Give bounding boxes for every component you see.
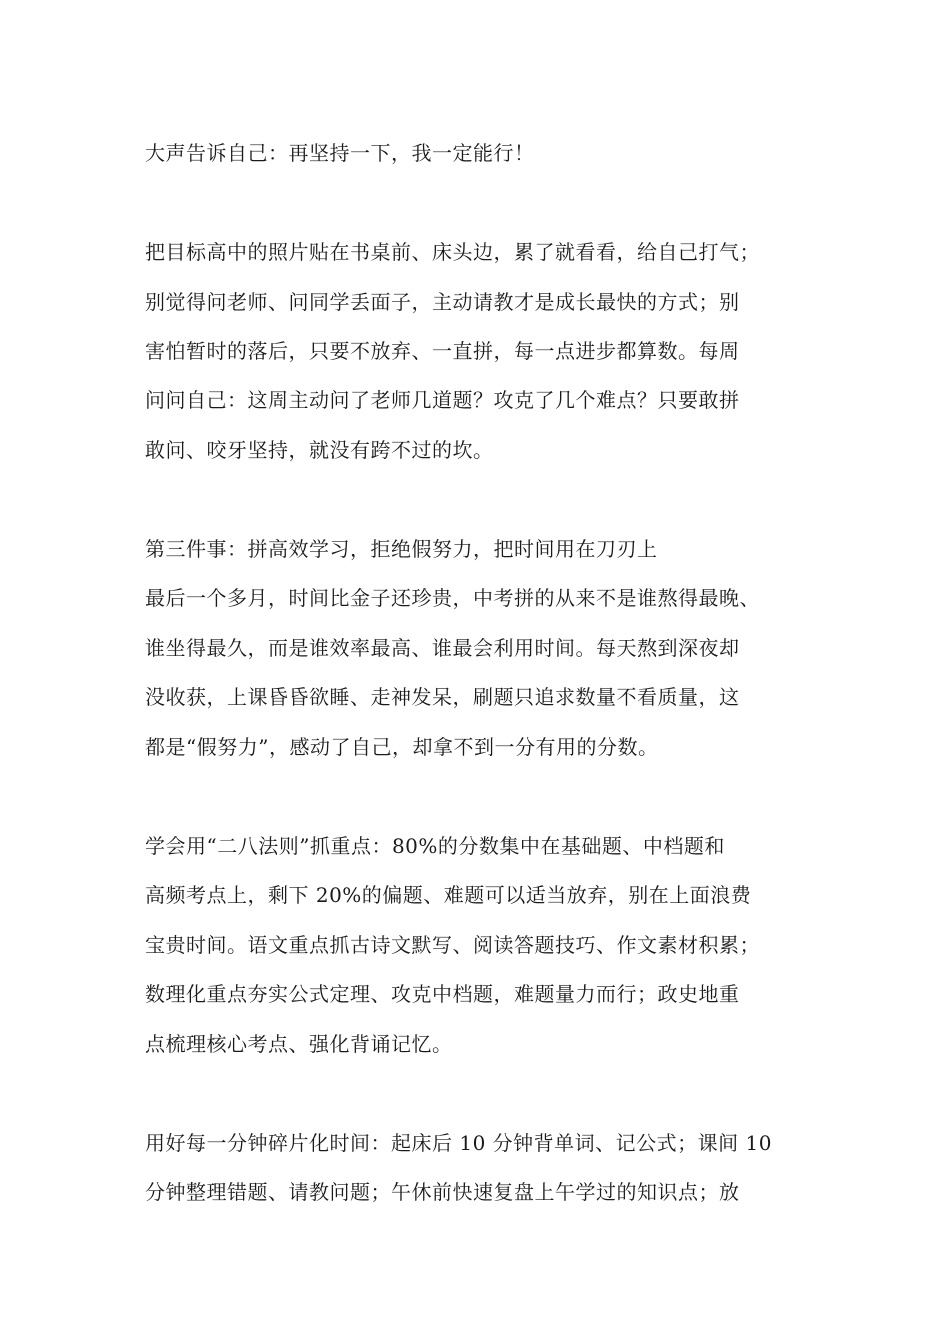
text-line: 别觉得问老师、问同学丢面子，主动请教才是成长最快的方式；别 xyxy=(145,290,740,314)
text-line: 敢问、咬牙坚持，就没有跨不过的坎。 xyxy=(145,438,494,462)
text-line: 大声告诉自己：再坚持一下，我一定能行！ xyxy=(145,141,535,165)
text-line: 宝贵时间。语文重点抓古诗文默写、阅读答题技巧、作文素材积累； xyxy=(145,933,760,957)
text-line: 没收获，上课昏昏欲睡、走神发呆，刷题只追求数量不看质量，这 xyxy=(145,685,740,709)
text-line: 问问自己：这周主动问了老师几道题？攻克了几个难点？只要敢拼 xyxy=(145,388,740,412)
text-line: 分钟整理错题、请教问题；午休前快速复盘上午学过的知识点；放 xyxy=(145,1180,740,1204)
text-line: 把目标高中的照片贴在书桌前、床头边，累了就看看，给自己打气； xyxy=(145,240,760,264)
text-line: 数理化重点夯实公式定理、攻克中档题，难题量力而行；政史地重 xyxy=(145,982,740,1006)
section-heading: 第三件事：拼高效学习，拒绝假努力，把时间用在刀刃上 xyxy=(145,537,658,561)
text-line: 学会用“二八法则”抓重点：80%的分数集中在基础题、中档题和 xyxy=(145,834,725,858)
text-line: 最后一个多月，时间比金子还珍贵，中考拼的从来不是谁熬得最晚、 xyxy=(145,586,760,610)
text-line: 谁坐得最久，而是谁效率最高、谁最会利用时间。每天熬到深夜却 xyxy=(145,636,740,660)
text-line: 点梳理核心考点、强化背诵记忆。 xyxy=(145,1032,453,1056)
text-line: 都是“假努力”，感动了自己，却拿不到一分有用的分数。 xyxy=(145,735,659,759)
text-line: 高频考点上，剩下 20%的偏题、难题可以适当放弃，别在上面浪费 xyxy=(145,883,752,907)
text-line: 害怕暂时的落后，只要不放弃、一直拼，每一点进步都算数。每周 xyxy=(145,339,740,363)
text-line: 用好每一分钟碎片化时间：起床后 10 分钟背单词、记公式；课间 10 xyxy=(145,1131,772,1155)
